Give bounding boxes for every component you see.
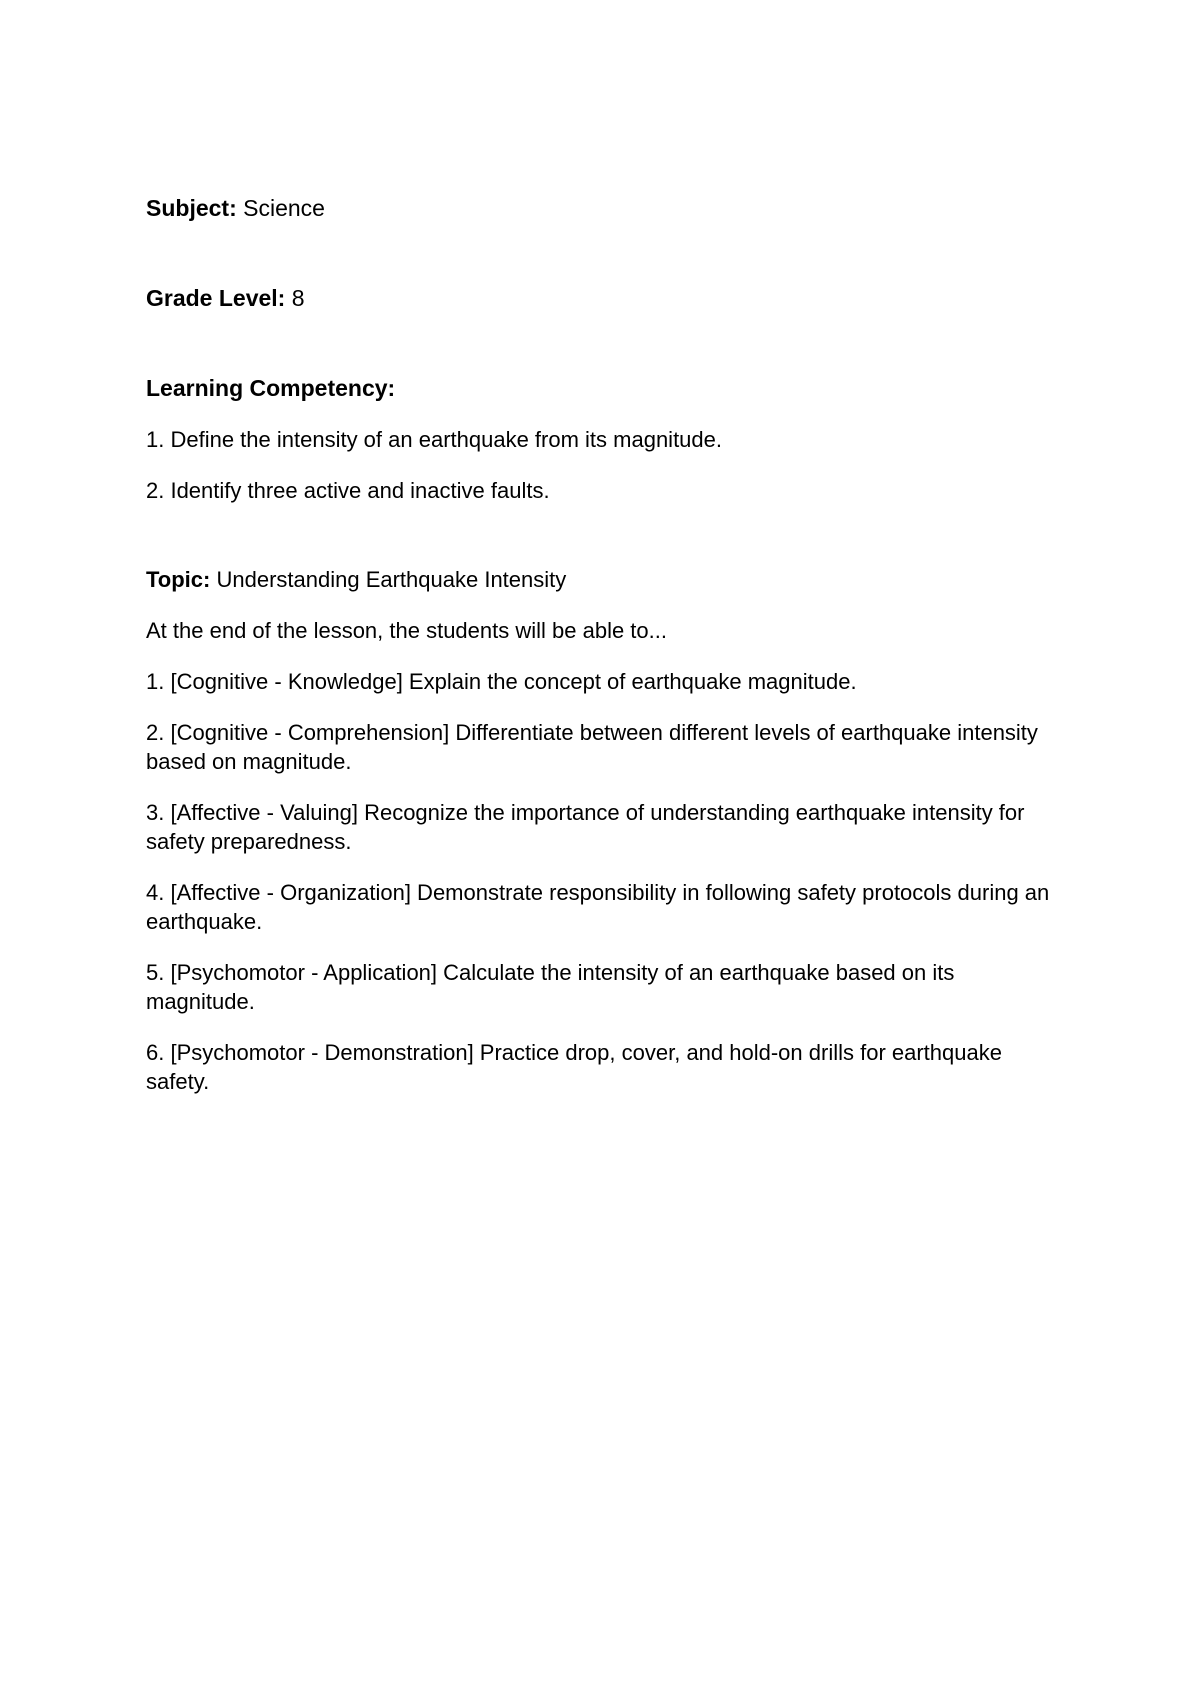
competency-list [146,425,1066,505]
objective-item: 3. [Affective - Valuing] Recognize the importance of understanding earthquake intensity for safety preparedness. [146,800,1025,854]
grade-level-field [146,283,1066,313]
objectives-intro: At the end of the lesson, the students will be able to... [146,618,667,643]
subject-field [146,193,1066,223]
grade-level-value: 8 [291,285,305,311]
subject-label: Subject: [146,195,237,221]
objectives-list [146,667,1066,1096]
grade-level-label: Grade Level: [146,285,286,311]
learning-competency-heading [146,373,1066,403]
topic-field [146,565,1066,594]
topic-label: Topic: [146,567,211,592]
subject-value: Science [243,195,325,221]
competency-item: 2. Identify three active and inactive faults. [146,478,550,503]
topic-value: Understanding Earthquake Intensity [216,567,567,592]
learning-competency-label: Learning Competency: [146,375,396,401]
competency-item: 1. Define the intensity of an earthquake from its magnitude. [146,427,722,452]
objective-item: 1. [Cognitive - Knowledge] Explain the concept of earthquake magnitude. [146,669,857,694]
objective-item: 2. [Cognitive - Comprehension] Differentiate between different levels of earthquake intensity based on magnitude. [146,720,1038,774]
objective-item: 6. [Psychomotor - Demonstration] Practice drop, cover, and hold-on drills for earthquake safety. [146,1040,1002,1094]
objective-item: 5. [Psychomotor - Application] Calculate the intensity of an earthquake based on its magnitude. [146,960,955,1014]
objective-item: 4. [Affective - Organization] Demonstrate responsibility in following safety protocols during an earthquake. [146,880,1050,934]
document-content [146,193,1066,1118]
